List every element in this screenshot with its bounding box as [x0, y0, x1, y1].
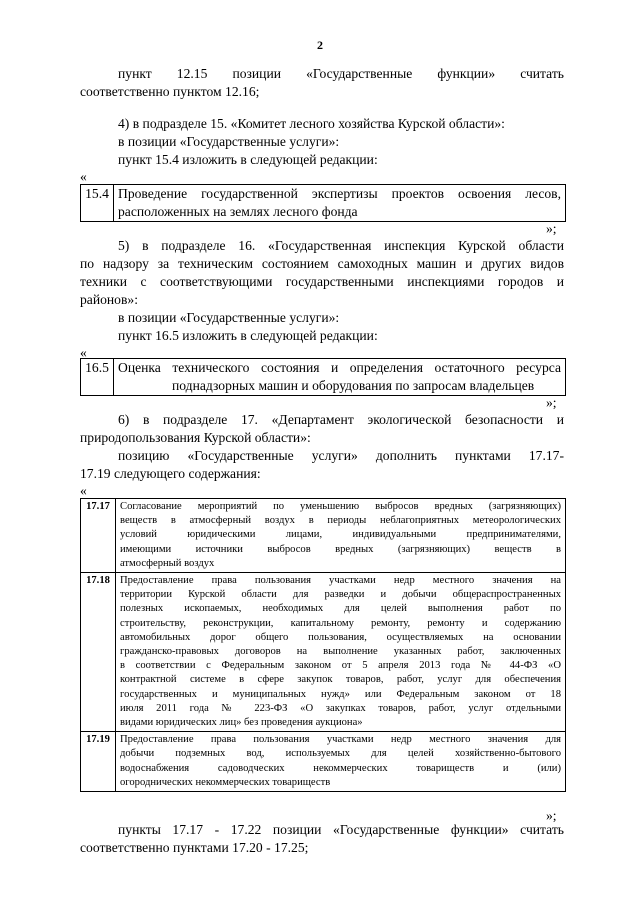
page-number: 2: [317, 38, 323, 52]
text-line: районов»:: [80, 292, 138, 307]
text-line: расположенных на землях лесного фонда: [118, 204, 358, 219]
text-line: в позиции «Государственные услуги»:: [118, 134, 340, 149]
quote-close: »;: [546, 808, 557, 823]
text-line: по надзору за техническим состоянием самоходных машин и других видов: [80, 256, 564, 271]
text-line: поднадзорных машин и оборудования по запросам владельцев: [172, 378, 535, 393]
text-line: техники с соответствующими государственными инспекциями городов и: [80, 274, 564, 289]
text-line: 6) в подразделе 17. «Департамент экологической безопасности и: [118, 412, 564, 427]
text-line: Предоставление права пользования участками недр местного значения для: [120, 734, 561, 746]
text-line: природопользования Курской области»:: [80, 430, 311, 445]
table-row: [81, 732, 566, 792]
item-text: [116, 573, 566, 732]
table-row: [81, 499, 566, 573]
text-line: 17.19 следующего содержания:: [80, 466, 261, 481]
text-line: 4) в подразделе 15. «Комитет лесного хозяйства Курской области»:: [118, 116, 505, 131]
text-line: видами юридических лиц» без проведения аукциона»: [120, 717, 363, 729]
item-number: 15.4: [81, 185, 114, 222]
text-line: условий юридическими лицами, индивидуальными предпринимателями,: [120, 529, 561, 541]
quote-open: «: [80, 483, 87, 498]
text-line: добычи подземных вод, используемых для целей хозяйственно-бытового: [120, 748, 561, 760]
text-line: Оценка технического состояния и определения остаточного ресурса: [118, 360, 561, 375]
quote-open: «: [80, 345, 87, 360]
item-text: [116, 499, 566, 573]
item-number: 17.17: [81, 499, 116, 573]
table-row: [81, 185, 566, 222]
text-line: автомобильных дорог общего пользования, осуществляемых на основании: [120, 631, 561, 643]
text-line: соответственно пунктом 12.16;: [80, 84, 260, 99]
text-line: 5) в подразделе 16. «Государственная инспекция Курской области: [118, 238, 564, 253]
text-line: водоснабжения садоводческих некоммерческих товариществ и (или): [120, 762, 561, 774]
text-line: атмосферный воздух: [120, 557, 215, 569]
table-16-5: [80, 358, 566, 396]
text-line: гражданско-правовых договоров на выполнение указанных работ, заключенных: [120, 646, 561, 658]
text-line: пункты 17.17 - 17.22 позиции «Государственные функции» считать: [118, 822, 564, 837]
text-line: контрактной системе в сфере закупок товаров, работ, услуг для обеспечения: [120, 674, 561, 686]
text-line: государственных и муниципальных нужд» или Федеральным законом от 18: [120, 688, 561, 700]
table-15-4: [80, 184, 566, 222]
quote-close: »;: [546, 221, 557, 236]
text-line: полезных ископаемых, необходимых для целей выполнения работ по: [120, 603, 561, 615]
text-line: в позиции «Государственные услуги»:: [118, 310, 340, 325]
item-text: [116, 732, 566, 792]
text-line: в соответствии с Федеральным законом от 5 апреля 2013 года № 44-ФЗ «О: [120, 660, 561, 672]
table-17: [80, 498, 566, 792]
text-line: Предоставление права пользования участками недр местного значения на: [120, 575, 561, 587]
item-number: 17.19: [81, 732, 116, 792]
item-number: 16.5: [81, 359, 114, 396]
text-line: Проведение государственной экспертизы проектов освоения лесов,: [118, 186, 561, 201]
text-line: веществ в атмосферный воздух в периоды неблагоприятных метеорологических: [120, 515, 561, 527]
table-row: [81, 573, 566, 732]
text-line: июля 2011 года № 223-ФЗ «О закупках товаров, работ, услуг отдельными: [120, 702, 561, 714]
text-line: имеющими источники выбросов вредных (загрязняющих) веществ в: [120, 543, 561, 555]
table-row: [81, 359, 566, 396]
text-line: пункт 12.15 позиции «Государственные функции» считать: [118, 66, 564, 81]
item-text: [114, 185, 566, 222]
quote-close: »;: [546, 395, 557, 410]
item-text: [114, 359, 566, 396]
text-line: Согласование мероприятий по уменьшению выбросов вредных (загрязняющих): [120, 501, 561, 512]
text-line: соответственно пунктами 17.20 - 17.25;: [80, 840, 309, 855]
item-number: 17.18: [81, 573, 116, 732]
text-line: огороднических некоммерческих товариществ: [120, 776, 331, 788]
text-line: территории Курской области для разведки и добычи общераспространенных: [120, 589, 561, 601]
text-line: строительству, реконструкции, капитальному ремонту, ремонту и содержанию: [120, 617, 561, 629]
text-line: пункт 16.5 изложить в следующей редакции:: [118, 328, 378, 343]
quote-open: «: [80, 169, 87, 184]
text-line: пункт 15.4 изложить в следующей редакции:: [118, 152, 378, 167]
text-line: позицию «Государственные услуги» дополнить пунктами 17.17-: [118, 448, 564, 463]
